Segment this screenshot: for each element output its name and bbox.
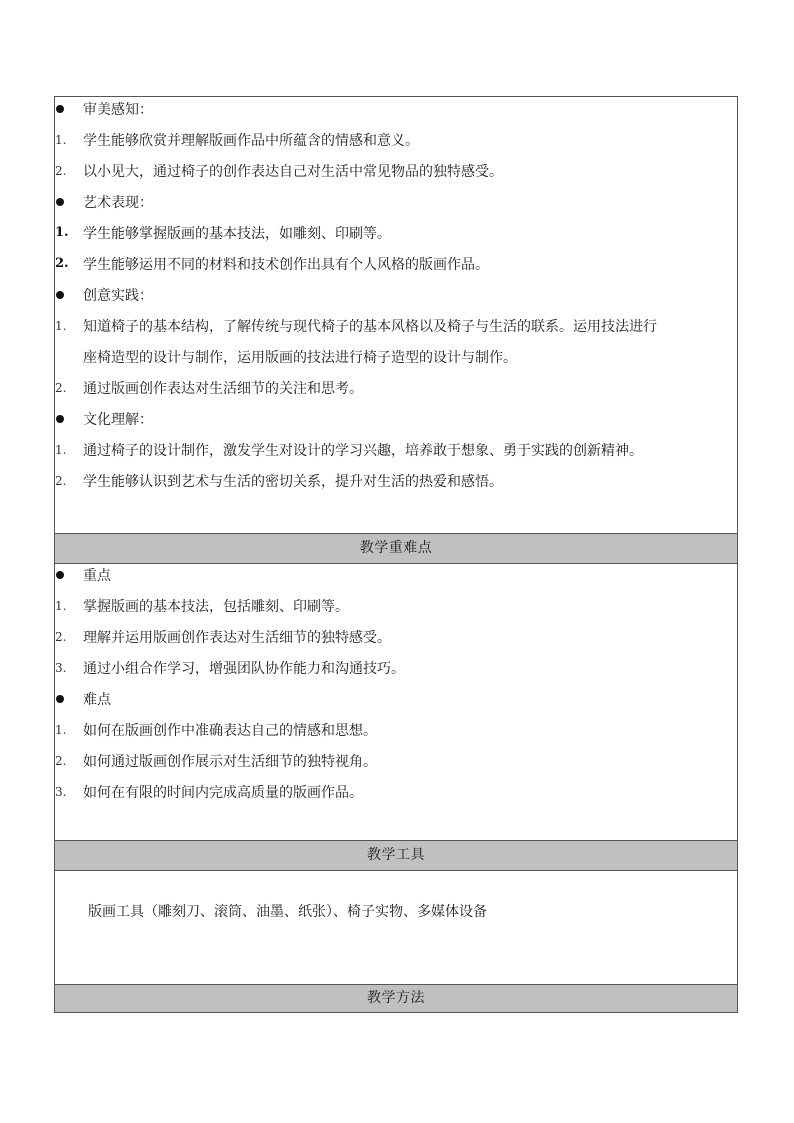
list-item-text: 如何通过版画创作展示对生活细节的独特视角。 (83, 753, 377, 770)
bullet-dot-icon (56, 198, 64, 206)
bullet-dot-icon (56, 571, 64, 579)
section-heading-text: 文化理解： (83, 411, 153, 428)
list-number: 3. (55, 660, 67, 675)
section-heading-text: 艺术表现： (83, 194, 153, 211)
bullet-dot-icon (56, 105, 64, 113)
list-number: 2. (55, 380, 67, 395)
list-number: 1. (55, 318, 67, 333)
key-points-cell (55, 564, 737, 840)
list-item-text: 理解并运用版画创作表达对生活细节的独特感受。 (83, 629, 391, 646)
list-item (55, 745, 737, 776)
list-item-text: 知道椅子的基本结构，了解传统与现代椅子的基本风格以及椅子与生活的联系。运用技法进行 (83, 318, 657, 335)
tools-cell (55, 871, 737, 984)
list-item-text: 通过版画创作表达对生活细节的关注和思考。 (83, 380, 363, 397)
list-number: 2. (55, 256, 69, 271)
list-number: 2. (55, 629, 67, 644)
list-number: 1. (55, 722, 67, 737)
tools-text: 版画工具（雕刻刀、滚筒、油墨、纸张）、椅子实物、多媒体设备 (88, 904, 487, 920)
bullet-dot-icon (56, 695, 64, 703)
list-item-text: 通过椅子的设计制作，激发学生对设计的学习兴趣，培养敢于想象、勇于实践的创新精神。 (83, 442, 643, 459)
list-item-text: 以小见大，通过椅子的创作表达自己对生活中常见物品的独特感受。 (83, 163, 503, 180)
bullet-icon (55, 194, 83, 210)
list-item (55, 124, 737, 155)
tools-title: 教学工具 (367, 847, 425, 863)
list-item (55, 372, 737, 403)
list-item (55, 155, 737, 186)
list-item-text: 学生能够欣赏并理解版画作品中所蕴含的情感和意义。 (83, 132, 419, 149)
section-heading-line (55, 186, 737, 217)
list-item-text: 学生能够掌握版画的基本技法，如雕刻、印刷等。 (83, 225, 391, 242)
methods-title: 教学方法 (367, 990, 425, 1006)
list-item (55, 434, 737, 465)
section-heading-line (55, 279, 737, 310)
list-number: 1. (55, 225, 69, 240)
list-item (55, 776, 737, 807)
list-number: 1. (55, 442, 67, 457)
bullet-icon (55, 691, 83, 707)
list-number: 2. (55, 473, 67, 488)
list-number: 1. (55, 598, 67, 613)
list-item (55, 590, 737, 621)
bullet-icon (55, 567, 83, 583)
section-heading-line (55, 683, 737, 714)
list-number: 2. (55, 163, 67, 178)
list-item (55, 714, 737, 745)
bullet-icon (55, 101, 83, 117)
list-item (55, 465, 737, 496)
list-item (55, 652, 737, 683)
tools-header (55, 840, 737, 871)
section-heading-text: 难点 (83, 691, 111, 708)
list-item-text: 学生能够认识到艺术与生活的密切关系，提升对生活的热爱和感悟。 (83, 473, 503, 490)
section-heading-text: 创意实践： (83, 287, 153, 304)
section-heading-line (55, 559, 737, 590)
lesson-plan-table (54, 96, 738, 1013)
teaching-goals-cell (55, 97, 737, 533)
section-heading-text: 审美感知： (83, 101, 153, 118)
list-item-text: 如何在有限的时间内完成高质量的版画作品。 (83, 784, 363, 801)
list-number: 3. (55, 784, 67, 799)
section-heading-line (55, 93, 737, 124)
list-item-text: 学生能够运用不同的材料和技术创作出具有个人风格的版画作品。 (83, 256, 489, 273)
list-number: 1. (55, 132, 67, 147)
list-item (55, 217, 737, 248)
list-item-continuation (55, 341, 737, 372)
list-item-text: 如何在版画创作中准确表达自己的情感和思想。 (83, 722, 377, 739)
methods-header (55, 984, 737, 1012)
list-item (55, 621, 737, 652)
list-item-text: 座椅造型的设计与制作，运用版画的技法进行椅子造型的设计与制作。 (83, 349, 517, 366)
bullet-icon (55, 287, 83, 303)
bullet-dot-icon (56, 415, 64, 423)
list-number: 2. (55, 753, 67, 768)
key-points-title: 教学重难点 (359, 540, 433, 556)
bullet-dot-icon (56, 291, 64, 299)
list-item-text: 掌握版画的基本技法，包括雕刻、印刷等。 (83, 598, 349, 615)
list-item (55, 248, 737, 279)
section-heading-text: 重点 (83, 567, 111, 584)
list-item-text: 通过小组合作学习，增强团队协作能力和沟通技巧。 (83, 660, 405, 677)
list-item (55, 310, 737, 341)
bullet-icon (55, 411, 83, 427)
section-heading-line (55, 403, 737, 434)
